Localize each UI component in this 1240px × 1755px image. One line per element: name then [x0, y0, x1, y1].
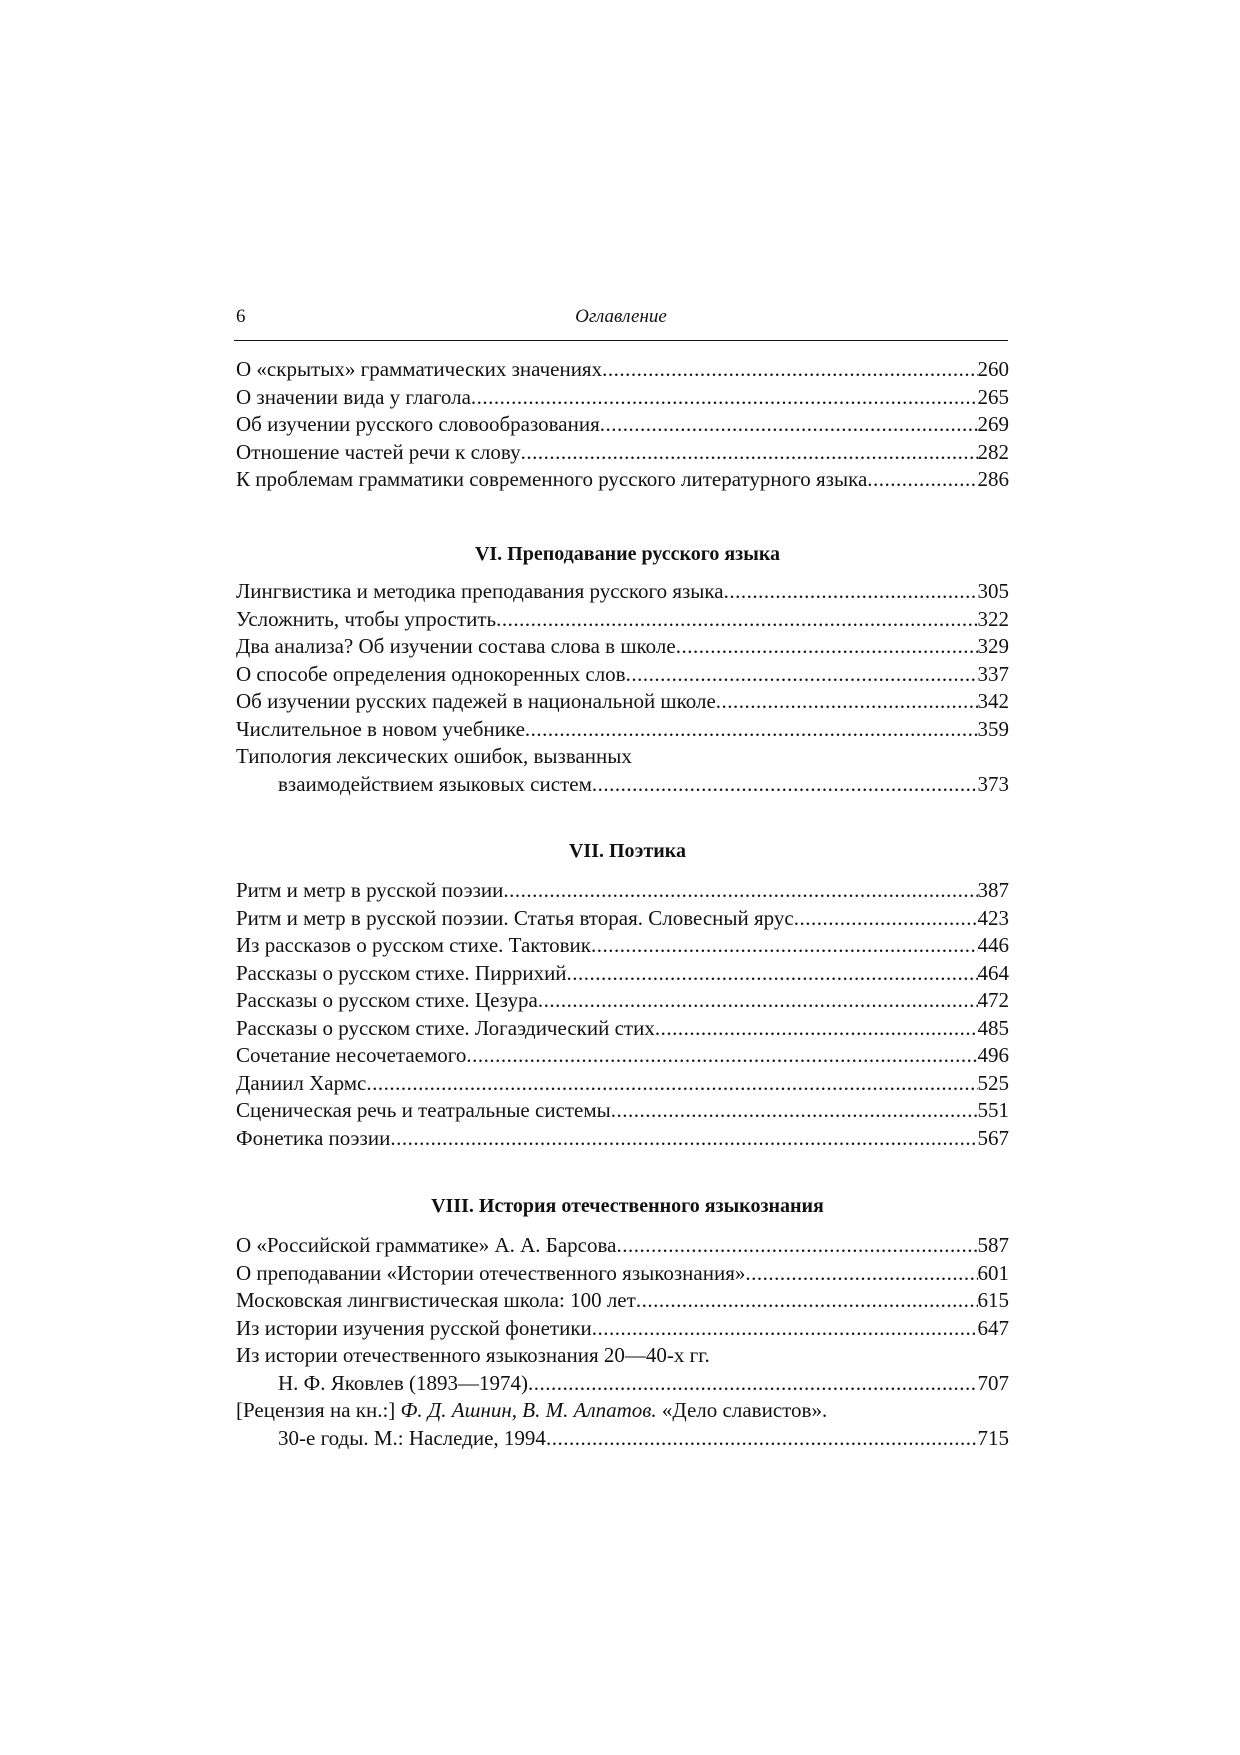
toc-entry[interactable]: Из истории изучения русской фонетики ..... 647 — [236, 1315, 1009, 1343]
section-title: VII. Поэтика — [568, 840, 687, 862]
toc-entry[interactable]: Отношение частей речи к слову ..... 282 — [236, 439, 1009, 467]
toc-entry[interactable]: Ритм и метр в русской поэзии ..... 387 — [236, 877, 1009, 905]
toc-entry[interactable]: Числительное в новом учебнике ..... 359 — [236, 716, 1009, 744]
section-title: VI. Преподавание русского языка — [474, 543, 781, 565]
toc-entry[interactable]: К проблемам грамматики современного русского литературного языка ..... 286 — [236, 466, 1009, 494]
toc-entry[interactable]: Лингвистика и методика преподавания русского языка ..... 305 — [236, 578, 1009, 606]
page-number: 6 — [236, 306, 246, 327]
section-heading — [236, 540, 1009, 568]
toc-entry[interactable]: О значении вида у глагола ..... 265 — [236, 384, 1009, 412]
toc-entry[interactable]: Усложнить, чтобы упростить ..... 322 — [236, 606, 1009, 634]
toc-entry[interactable]: Об изучении русских падежей в национальной школе ..... 342 — [236, 688, 1009, 716]
toc-entry[interactable]: О «Российской грамматике» А. А. Барсова ..... 587 — [236, 1232, 1009, 1260]
toc-entry[interactable]: О преподавании «Истории отечественного языкознания» ..... 601 — [236, 1260, 1009, 1288]
toc-entry-review[interactable]: [Рецензия на кн.:] Ф. Д. Ашнин, В. М. Алпатов. «Дело славистов». 30-е годы. М.: Наследие, 1994 ..... 715 — [236, 1397, 1009, 1452]
section-heading — [236, 837, 1009, 865]
toc-entry[interactable]: Сценическая речь и театральные системы ..... 551 — [236, 1097, 1009, 1125]
toc-continued — [236, 356, 1009, 494]
toc-entry-multiline[interactable]: Типология лексических ошибок, вызванных взаимодействием языковых систем ..... 373 — [236, 743, 1009, 798]
toc-entry[interactable]: Сочетание несочетаемого ..... 496 — [236, 1042, 1009, 1070]
toc-entry[interactable]: Рассказы о русском стихе. Цезура ..... 472 — [236, 987, 1009, 1015]
review-authors: Ф. Д. Ашнин, В. М. Алпатов. — [400, 1398, 657, 1422]
toc-entry[interactable]: Два анализа? Об изучении состава слова в школе ..... 329 — [236, 633, 1009, 661]
page-header — [234, 304, 1008, 341]
toc-entry[interactable]: Ритм и метр в русской поэзии. Статья вторая. Словесный ярус ..... 423 — [236, 905, 1009, 933]
toc-entry[interactable]: Даниил Хармс ..... 525 — [236, 1070, 1009, 1098]
toc-entry[interactable]: Из рассказов о русском стихе. Тактовик ..... 446 — [236, 932, 1009, 960]
toc-entry[interactable]: Об изучении русского словообразования ..... 269 — [236, 411, 1009, 439]
toc-section-6 — [236, 578, 1009, 798]
toc-section-7 — [236, 877, 1009, 1152]
toc-entry[interactable]: Фонетика поэзии ..... 567 — [236, 1125, 1009, 1153]
toc-entry[interactable]: О способе определения однокоренных слов ..... 337 — [236, 661, 1009, 689]
section-heading — [236, 1192, 1009, 1220]
toc-entry[interactable]: О «скрытых» грамматических значениях ..... 260 — [236, 356, 1009, 384]
section-title: VIII. История отечественного языкознания — [431, 1195, 824, 1217]
toc-entry-multiline[interactable]: Из истории отечественного языкознания 20—40-х гг. Н. Ф. Яковлев (1893—1974) ..... 707 — [236, 1342, 1009, 1397]
toc-entry[interactable]: Рассказы о русском стихе. Логаэдический стих ..... 485 — [236, 1015, 1009, 1043]
running-head: Оглавление — [575, 306, 667, 327]
toc-entry[interactable]: Московская лингвистическая школа: 100 лет ..... 615 — [236, 1287, 1009, 1315]
toc-section-8 — [236, 1232, 1009, 1452]
toc-entry[interactable]: Рассказы о русском стихе. Пиррихий ..... 464 — [236, 960, 1009, 988]
